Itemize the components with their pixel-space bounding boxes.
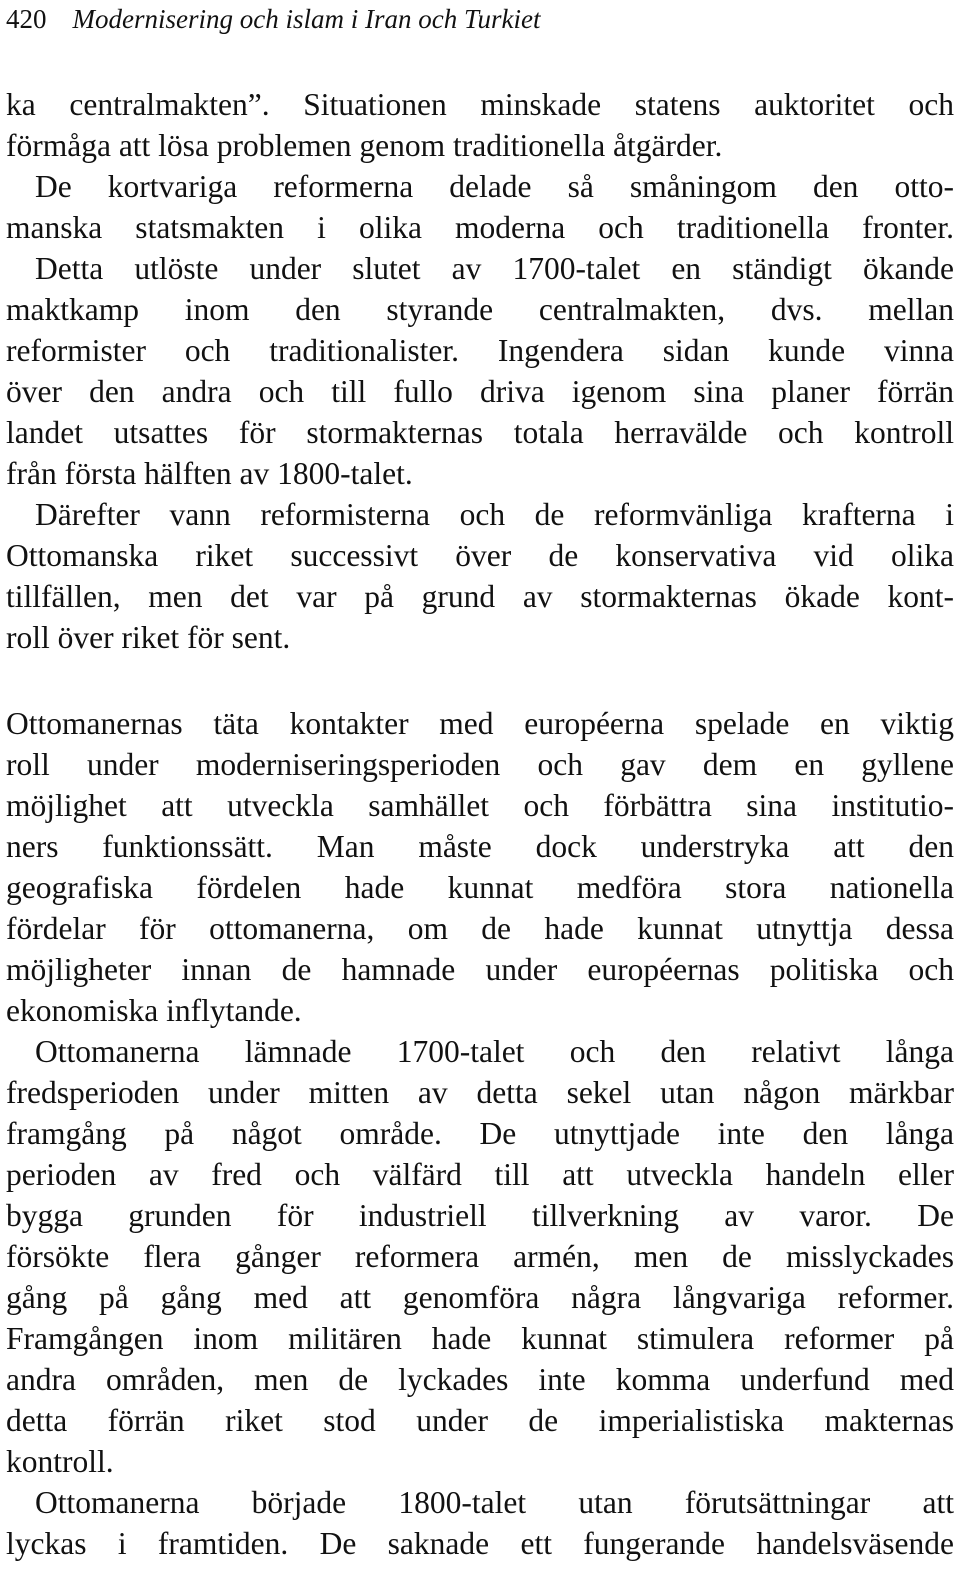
text-section-1 xyxy=(6,84,954,658)
text-line: fredsperioden under mitten av detta sekel utan någon märkbar xyxy=(6,1075,954,1110)
text-line: Ottomanernas täta kontakter med européerna spelade en viktig xyxy=(6,706,954,741)
text-line: perioden av fred och välfärd till att utveckla handeln eller xyxy=(6,1157,954,1192)
text-line: De kortvariga reformerna delade så småningom den otto- xyxy=(35,169,954,204)
text-line: fördelar för ottomanerna, om de hade kunnat utnyttja dessa xyxy=(6,911,954,946)
text-line: Därefter vann reformisterna och de reformvänliga krafterna i xyxy=(35,497,954,532)
text-line: geografiska fördelen hade kunnat medföra stora nationella xyxy=(6,870,954,905)
text-line: Ottomanerna började 1800-talet utan förutsättningar att xyxy=(35,1485,954,1520)
text-line: försökte flera gånger reformera armén, men de misslyckades xyxy=(6,1239,954,1274)
text-line: bygga grunden för industriell tillverkning av varor. De xyxy=(6,1198,954,1233)
running-header xyxy=(6,2,540,36)
text-line: tillfällen, men det var på grund av stormakternas ökade kont- xyxy=(6,579,954,614)
text-line: framgång på något område. De utnyttjade inte den långa xyxy=(6,1116,954,1151)
text-line: lyckas i framtiden. De saknade ett fungerande handelsväsende xyxy=(6,1526,954,1561)
text-line: kontroll. xyxy=(6,1444,114,1479)
running-title: Modernisering och islam i Iran och Turkiet xyxy=(72,4,541,34)
text-line: landet utsattes för stormakternas totala herravälde och kontroll xyxy=(6,415,954,450)
text-line: möjligheter innan de hamnade under européernas politiska och xyxy=(6,952,954,987)
text-line: möjlighet att utveckla samhället och förbättra sina institutio- xyxy=(6,788,954,823)
text-line: Detta utlöste under slutet av 1700-talet en ständigt ökande xyxy=(35,251,954,286)
text-section-2 xyxy=(6,703,954,1564)
text-line: Ottomanerna lämnade 1700-talet och den relativt långa xyxy=(35,1034,954,1069)
text-line: ekonomiska inflytande. xyxy=(6,993,302,1028)
text-line: från första hälften av 1800-talet. xyxy=(6,456,413,491)
text-line: reformister och traditionalister. Ingendera sidan kunde vinna xyxy=(6,333,954,368)
text-line: Framgången inom militären hade kunnat stimulera reformer på xyxy=(6,1321,954,1356)
text-line: andra områden, men de lyckades inte komma underfund med xyxy=(6,1362,954,1397)
text-line: roll under moderniseringsperioden och gav dem en gyllene xyxy=(6,747,954,782)
text-line: manska statsmakten i olika moderna och traditionella fronter. xyxy=(6,210,954,245)
text-line: Ottomanska riket successivt över de konservativa vid olika xyxy=(6,538,954,573)
text-line: ka centralmakten”. Situationen minskade statens auktoritet och xyxy=(6,87,954,122)
text-line: förmåga att lösa problemen genom traditionella åtgärder. xyxy=(6,128,723,163)
page-number: 420 xyxy=(6,4,47,34)
text-line: maktkamp inom den styrande centralmakten, dvs. mellan xyxy=(6,292,954,327)
text-line: detta förrän riket stod under de imperialistiska makternas xyxy=(6,1403,954,1438)
text-line: gång på gång med att genomföra några långvariga reformer. xyxy=(6,1280,954,1315)
text-line: ners funktionssätt. Man måste dock understryka att den xyxy=(6,829,954,864)
text-line: roll över riket för sent. xyxy=(6,620,291,655)
text-line: över den andra och till fullo driva igenom sina planer förrän xyxy=(6,374,954,409)
